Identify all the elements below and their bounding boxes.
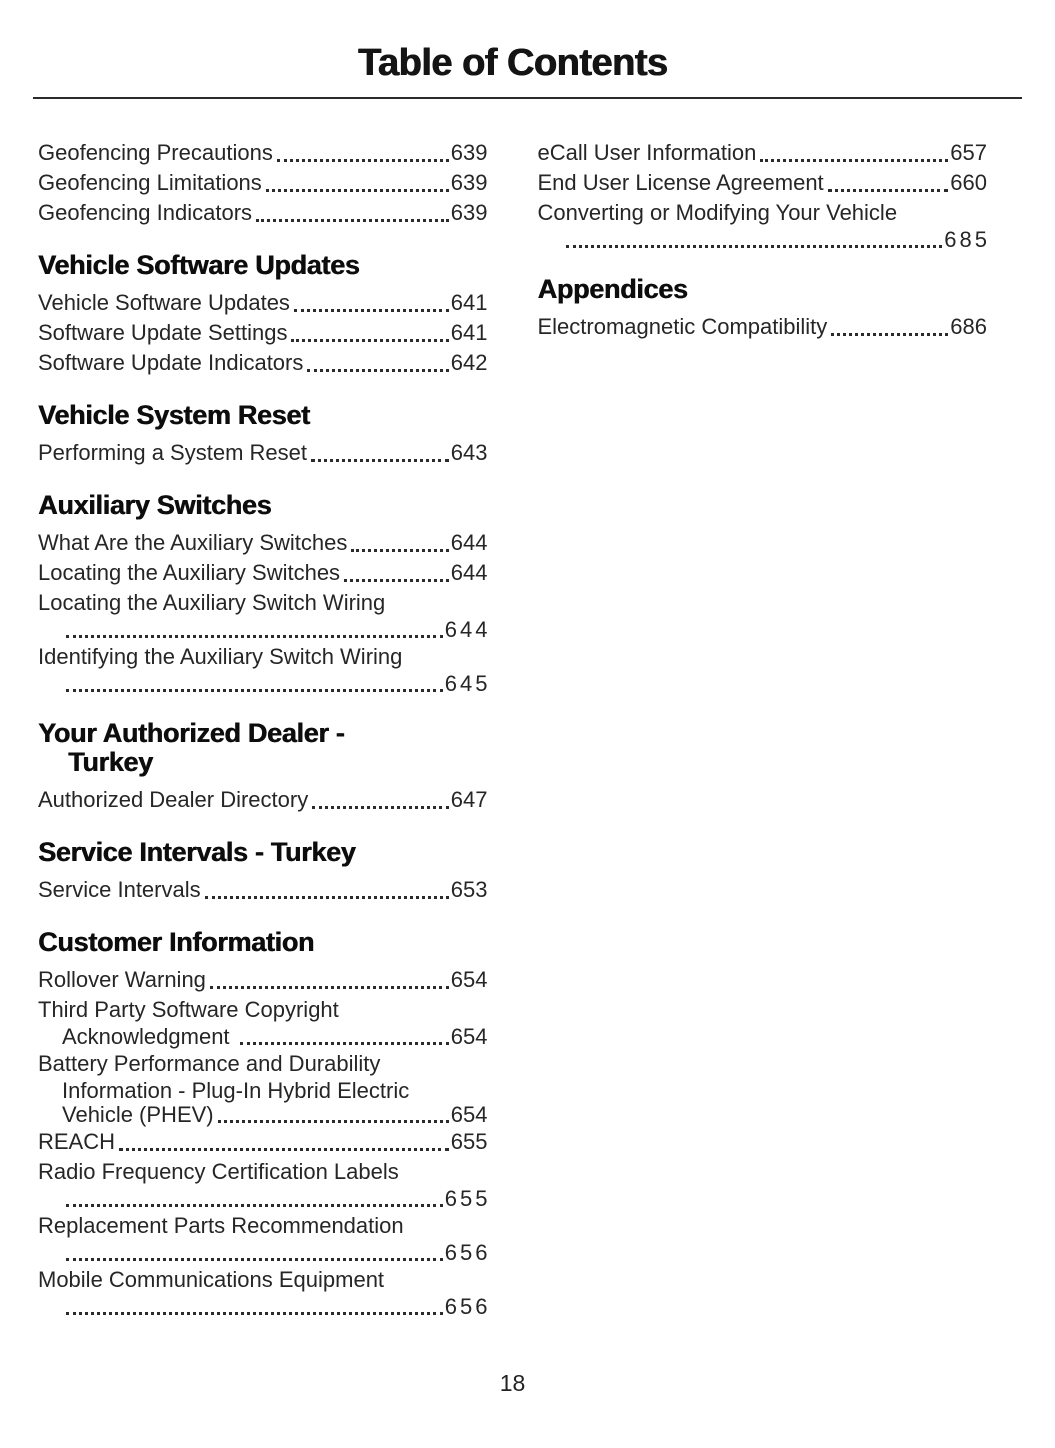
toc-entry-line xyxy=(38,671,491,696)
section-heading xyxy=(538,275,988,304)
toc-entry-page: 643 xyxy=(450,440,488,465)
toc-entry-page: 644 xyxy=(450,530,488,555)
toc-entry-label: Service Intervals xyxy=(38,877,201,902)
dot-leader xyxy=(66,635,443,638)
toc-entry-line xyxy=(38,1103,488,1127)
toc-entry-line: Third Party Software Copyright xyxy=(38,997,339,1022)
toc-entry-page: 654 xyxy=(450,967,488,992)
toc-entry-page: 644 xyxy=(450,560,488,585)
toc-entry-line xyxy=(38,558,488,588)
toc-entry xyxy=(38,1127,488,1157)
toc-entry xyxy=(38,198,488,228)
dot-leader xyxy=(307,369,448,372)
toc-entry-line xyxy=(38,288,488,318)
section-heading xyxy=(38,928,488,957)
toc-entry xyxy=(38,785,488,815)
toc-entry-label: Geofencing Precautions xyxy=(38,140,273,165)
dot-leader xyxy=(66,1258,443,1261)
toc-entry-page: 641 xyxy=(450,320,488,345)
toc-entry-label: Geofencing Limitations xyxy=(38,170,262,195)
section-heading xyxy=(38,491,488,520)
dot-leader xyxy=(266,189,449,192)
toc-entry xyxy=(38,588,491,642)
toc-entry xyxy=(38,348,488,378)
toc-entry-page: 655 xyxy=(444,1186,491,1211)
toc-entry-line xyxy=(38,1294,491,1319)
toc-entry-label: Performing a System Reset xyxy=(38,440,307,465)
toc-entry-label: eCall User Information xyxy=(537,140,757,165)
toc-entry-line: Battery Performance and Durability xyxy=(38,1051,381,1076)
section-heading-line: Customer Information xyxy=(38,927,315,957)
toc-entry-line xyxy=(38,785,488,815)
toc-entry-page: 655 xyxy=(450,1129,488,1154)
toc-entry-line xyxy=(538,138,988,168)
dot-leader xyxy=(351,549,448,552)
dot-leader xyxy=(566,245,943,248)
toc-entry-label: Software Update Settings xyxy=(38,320,288,345)
toc-entry xyxy=(38,1211,491,1265)
toc-entry-page: 656 xyxy=(444,1294,491,1319)
dot-leader xyxy=(831,333,948,336)
dot-leader xyxy=(828,189,949,192)
toc-entry-page: 656 xyxy=(444,1240,491,1265)
dot-leader xyxy=(119,1148,449,1151)
section-heading-line: Appendices xyxy=(537,274,688,304)
dot-leader xyxy=(291,339,448,342)
toc-entry-line xyxy=(538,228,988,252)
toc-entry xyxy=(38,168,488,198)
toc-entry-line xyxy=(38,138,488,168)
toc-entry xyxy=(38,1265,491,1319)
toc-entry-line xyxy=(38,198,488,228)
toc-entry-page: 654 xyxy=(450,1102,488,1127)
toc-entry xyxy=(38,642,491,696)
dot-leader xyxy=(66,1312,443,1315)
section-heading-line: Vehicle Software Updates xyxy=(38,250,360,280)
toc-entry xyxy=(38,995,488,1049)
toc-entry-page: 642 xyxy=(450,350,488,375)
toc-entry-line xyxy=(38,875,488,905)
section-heading-line: Turkey xyxy=(68,747,153,777)
page-number: 18 xyxy=(499,1370,526,1396)
toc-entry-label: Authorized Dealer Directory xyxy=(38,787,309,812)
dot-leader xyxy=(311,459,449,462)
section-heading xyxy=(38,251,488,280)
toc-entry-line xyxy=(38,168,488,198)
page-title: Table of Contents xyxy=(357,42,668,84)
toc-entry-line xyxy=(38,1127,488,1157)
toc-entry xyxy=(538,168,988,198)
section-heading xyxy=(38,838,488,867)
dot-leader xyxy=(294,309,449,312)
toc-entry-page: 657 xyxy=(950,140,987,165)
toc-entry-line xyxy=(38,528,488,558)
toc-left-column xyxy=(38,138,491,1319)
toc-entry-line: Locating the Auxiliary Switch Wiring xyxy=(38,590,386,615)
title-divider-rule xyxy=(33,97,1022,99)
section-heading xyxy=(38,401,488,430)
toc-entry-page: 639 xyxy=(450,140,488,165)
toc-entry-page: 647 xyxy=(450,787,488,812)
dot-leader xyxy=(240,1042,449,1045)
toc-entry-line xyxy=(38,348,488,378)
toc-entry xyxy=(538,312,988,342)
dot-leader xyxy=(218,1120,449,1123)
toc-entry-label: End User License Agreement xyxy=(537,170,824,195)
toc-entry-line xyxy=(538,312,988,342)
dot-leader xyxy=(66,1204,443,1207)
section-heading-line: Service Intervals - Turkey xyxy=(38,837,356,867)
section-heading-line: Your Authorized Dealer - xyxy=(38,718,345,748)
section-heading-line: Vehicle System Reset xyxy=(38,400,310,430)
dot-leader xyxy=(312,806,449,809)
dot-leader xyxy=(256,219,449,222)
toc-entry-label: Electromagnetic Compatibility xyxy=(537,314,828,339)
dot-leader xyxy=(210,986,449,989)
dot-leader xyxy=(344,579,449,582)
toc-entry-page: 654 xyxy=(450,1024,488,1049)
toc-entry-label: REACH xyxy=(38,1129,116,1154)
dot-leader xyxy=(760,159,948,162)
toc-entry-line: Identifying the Auxiliary Switch Wiring xyxy=(38,644,403,669)
toc-entry-page: 685 xyxy=(944,227,990,252)
toc-entry xyxy=(538,198,988,252)
toc-entry-label: Locating the Auxiliary Switches xyxy=(38,560,341,585)
toc-entry-line xyxy=(38,1186,491,1211)
section-heading-line: Auxiliary Switches xyxy=(38,490,272,520)
toc-entry-label: Rollover Warning xyxy=(38,967,206,992)
toc-entry-page: 641 xyxy=(450,290,488,315)
toc-entry xyxy=(38,438,488,468)
toc-entry-label: Acknowledgment xyxy=(62,1024,236,1049)
dot-leader xyxy=(66,689,443,692)
toc-right-column xyxy=(538,138,988,1319)
toc-entry-page: 686 xyxy=(950,314,987,339)
toc-entry-label: Geofencing Indicators xyxy=(38,200,253,225)
toc-entry xyxy=(38,558,488,588)
toc-columns xyxy=(38,138,990,1319)
toc-entry-page: 639 xyxy=(450,170,488,195)
toc-entry-line xyxy=(38,438,488,468)
toc-entry xyxy=(38,1157,491,1211)
toc-entry xyxy=(38,138,488,168)
toc-entry-line: Converting or Modifying Your Vehicle xyxy=(537,200,898,225)
toc-entry xyxy=(38,1049,488,1127)
toc-entry xyxy=(538,138,988,168)
toc-entry-line xyxy=(538,168,988,198)
toc-entry xyxy=(38,875,488,905)
toc-entry-line xyxy=(38,1025,488,1049)
toc-entry-label: What Are the Auxiliary Switches xyxy=(38,530,348,555)
toc-entry-line xyxy=(38,617,491,642)
toc-entry-line: Replacement Parts Recommendation xyxy=(38,1213,404,1238)
toc-entry-line xyxy=(38,965,488,995)
dot-leader xyxy=(277,159,449,162)
toc-entry-line: Mobile Communications Equipment xyxy=(38,1267,385,1292)
toc-entry-page: 653 xyxy=(450,877,488,902)
toc-entry-label: Software Update Indicators xyxy=(38,350,304,375)
section-heading xyxy=(38,719,488,777)
toc-entry-line: Information - Plug-In Hybrid Electric xyxy=(62,1078,410,1103)
toc-entry-page: 644 xyxy=(444,617,491,642)
toc-entry xyxy=(38,318,488,348)
dot-leader xyxy=(205,896,449,899)
toc-entry xyxy=(38,965,488,995)
toc-entry xyxy=(38,528,488,558)
toc-entry-line xyxy=(38,318,488,348)
toc-entry-label: Vehicle Software Updates xyxy=(38,290,290,315)
toc-entry-page: 645 xyxy=(444,671,491,696)
toc-entry-line xyxy=(38,1240,491,1265)
toc-entry-page: 639 xyxy=(450,200,488,225)
toc-entry-label: Vehicle (PHEV) xyxy=(62,1102,214,1127)
toc-entry-page: 660 xyxy=(950,170,987,195)
toc-entry xyxy=(38,288,488,318)
toc-entry-line: Radio Frequency Certification Labels xyxy=(38,1159,399,1184)
